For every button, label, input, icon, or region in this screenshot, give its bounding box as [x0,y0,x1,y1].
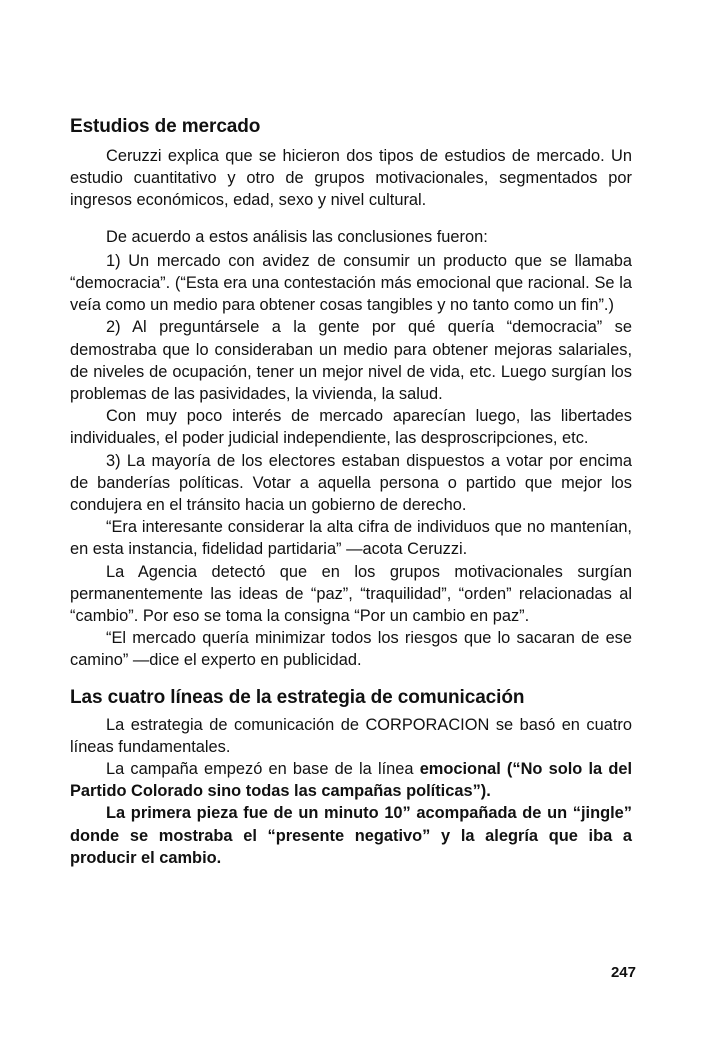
paragraph-text: La campaña empezó en base de la línea [106,760,420,779]
paragraph: La primera pieza fue de un minuto 10” acompañada de un “jingle” donde se mostraba el “presente negativo” y la alegría que iba a producir el cambio. [70,804,632,867]
paragraph: La estrategia de comunicación de CORPORACION se basó en cuatro líneas fundamentales. [70,715,632,756]
section-heading: Las cuatro líneas de la estrategia de comunicación [70,686,525,708]
page-body [70,115,632,869]
page-number: 247 [610,964,636,981]
paragraph: 1) Un mercado con avidez de consumir un producto que se llamaba “democracia”. (“Esta era una contestación más emocional que racional. Se la veía como un medio para obtener cosas tangibles y no tanto como un fin”.) [70,251,632,315]
section-heading: Estudios de mercado [70,116,261,137]
paragraph: 3) La mayoría de los electores estaban dispuestos a votar por encima de banderías políticas. Votar a aquella persona o partido que mejor los condujera en el tránsito hacia un gobierno de derecho. [70,451,632,515]
paragraph: Con muy poco interés de mercado aparecían luego, las libertades individuales, el poder judicial independiente, las desproscripciones, etc. [70,407,632,448]
paragraph: De acuerdo a estos análisis las conclusiones fueron: [106,227,488,246]
paragraph: La Agencia detectó que en los grupos motivacionales surgían permanentemente las ideas de “paz”, “traquilidad”, “orden” relacionadas al “cambio”. Por eso se toma la consigna “Por un cambio en paz”. [70,562,632,626]
paragraph: “El mercado quería minimizar todos los riesgos que lo sacaran de ese camino” —dice el experto en publicidad. [70,629,632,670]
paragraph: “Era interesante considerar la alta cifra de individuos que no mantenían, en esta instancia, fidelidad partidaria” —acota Ceruzzi. [70,518,632,559]
bold-text: emocional (“No solo la del Partido Colorado sino todas las campañas políticas”). [70,760,632,801]
paragraph: 2) Al preguntársele a la gente por qué quería “democracia” se demostraba que lo consideraban un medio para obtener mejoras salariales, de niveles de ocupación, tener un mejor nivel de vida, etc. Luego surgían los problemas de las pasividades, la vivienda, la salud. [70,318,632,404]
paragraph [70,758,632,802]
paragraph: Ceruzzi explica que se hicieron dos tipos de estudios de mercado. Un estudio cuantitativo y otro de grupos motivacionales, segmentados por ingresos económicos, edad, sexo y nivel cultural. [70,147,632,210]
